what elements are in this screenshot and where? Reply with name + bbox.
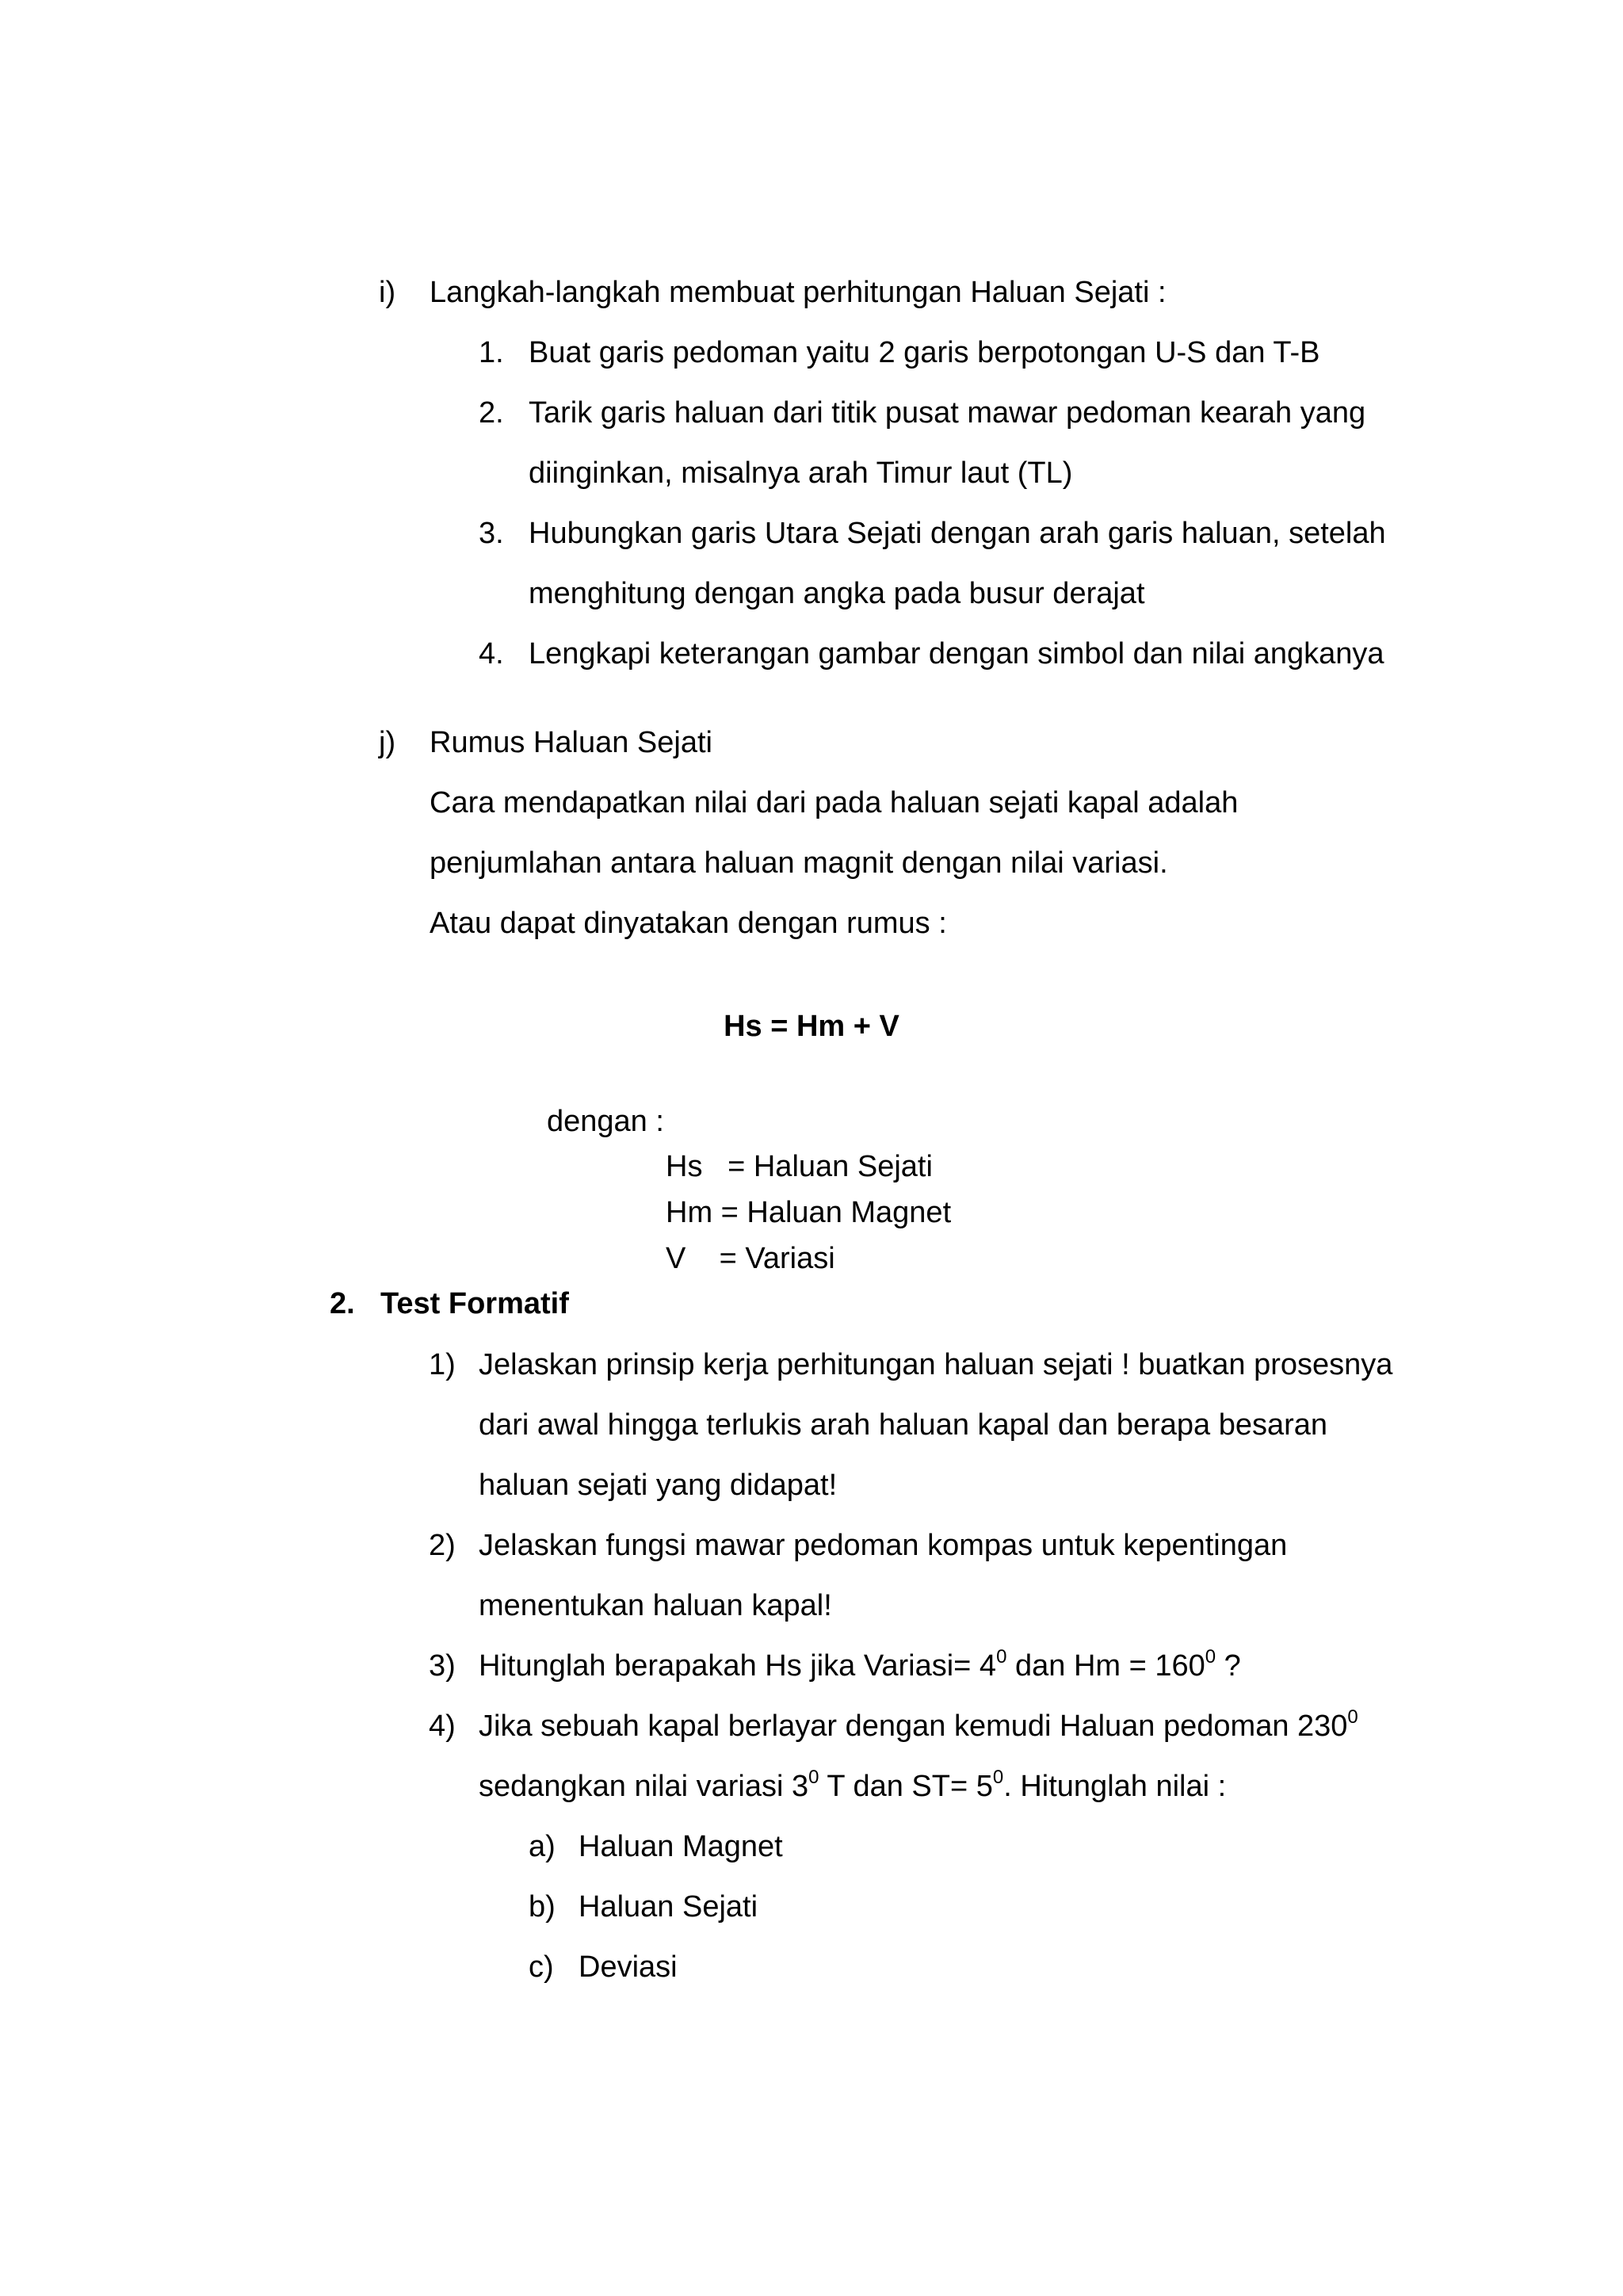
section-i-heading: Langkah-langkah membuat perhitungan Haluan Sejati :: [430, 276, 1167, 309]
question-text: menentukan haluan kapal!: [479, 1589, 832, 1622]
question-text: Jelaskan prinsip kerja perhitungan haluan sejati ! buatkan prosesnya: [479, 1348, 1393, 1381]
question-text: dari awal hingga terlukis arah haluan kapal dan berapa besaran: [479, 1408, 1328, 1442]
paragraph-line: Atau dapat dinyatakan dengan rumus :: [430, 907, 947, 940]
question-text: sedangkan nilai variasi $3^0$ T dan $ST= 5^0$. Hitunglah nilai :: [479, 1767, 1227, 1803]
step-number: 1.: [479, 336, 504, 369]
section-number: 2.: [330, 1287, 355, 1320]
definition-hs: Hs = Haluan Sejati: [666, 1150, 933, 1183]
step-text: diinginkan, misalnya arah Timur laut (TL): [529, 457, 1073, 490]
sub-item-text: Haluan Sejati: [579, 1890, 758, 1924]
step-number: 2.: [479, 396, 504, 430]
question-number: 4): [429, 1710, 456, 1743]
sub-item-marker: c): [529, 1950, 554, 1984]
step-number: 4.: [479, 637, 504, 670]
definition-hm: Hm = Haluan Magnet: [666, 1196, 952, 1229]
step-text: Lengkapi keterangan gambar dengan simbol dan nilai angkanya: [529, 637, 1384, 670]
step-text: Tarik garis haluan dari titik pusat mawar pedoman kearah yang: [529, 396, 1366, 430]
question-number: 1): [429, 1348, 456, 1381]
paragraph-line: Cara mendapatkan nilai dari pada haluan sejati kapal adalah: [430, 786, 1239, 819]
question-number: 2): [429, 1529, 456, 1562]
section-i-marker: i): [379, 276, 396, 309]
dengan-label: dengan :: [547, 1105, 664, 1138]
degree-superscript: 0: [992, 1767, 1004, 1788]
sub-item-marker: b): [529, 1890, 556, 1924]
degree-superscript: 0: [1347, 1706, 1358, 1728]
question-text: Jelaskan fungsi mawar pedoman kompas untuk kepentingan: [479, 1529, 1288, 1562]
formula: Hs = Hm + V: [724, 1010, 899, 1043]
degree-superscript: 0: [996, 1646, 1007, 1668]
question-number: 3): [429, 1649, 456, 1683]
section-title: Test Formatif: [380, 1287, 569, 1320]
section-j-heading: Rumus Haluan Sejati: [430, 726, 712, 759]
paragraph-line: penjumlahan antara haluan magnit dengan nilai variasi.: [430, 846, 1168, 880]
step-text: menghitung dengan angka pada busur derajat: [529, 577, 1145, 610]
section-j-marker: j): [379, 726, 396, 759]
question-text: Hitunglah berapakah Hs jika Variasi= $4^0$ dan $Hm = 160^0$ ?: [479, 1646, 1241, 1683]
step-text: Buat garis pedoman yaitu 2 garis berpotongan U-S dan T-B: [529, 336, 1320, 369]
step-text: Hubungkan garis Utara Sejati dengan arah garis haluan, setelah: [529, 517, 1386, 550]
definition-v: V = Variasi: [666, 1242, 835, 1275]
degree-superscript: 0: [1205, 1646, 1216, 1668]
sub-item-text: Deviasi: [579, 1950, 678, 1984]
sub-item-marker: a): [529, 1830, 556, 1863]
step-number: 3.: [479, 517, 504, 550]
degree-superscript: 0: [808, 1767, 819, 1788]
question-text: haluan sejati yang didapat!: [479, 1469, 838, 1502]
sub-item-text: Haluan Magnet: [579, 1830, 783, 1863]
question-text: Jika sebuah kapal berlayar dengan kemudi Haluan pedoman $230^0$: [479, 1706, 1358, 1743]
